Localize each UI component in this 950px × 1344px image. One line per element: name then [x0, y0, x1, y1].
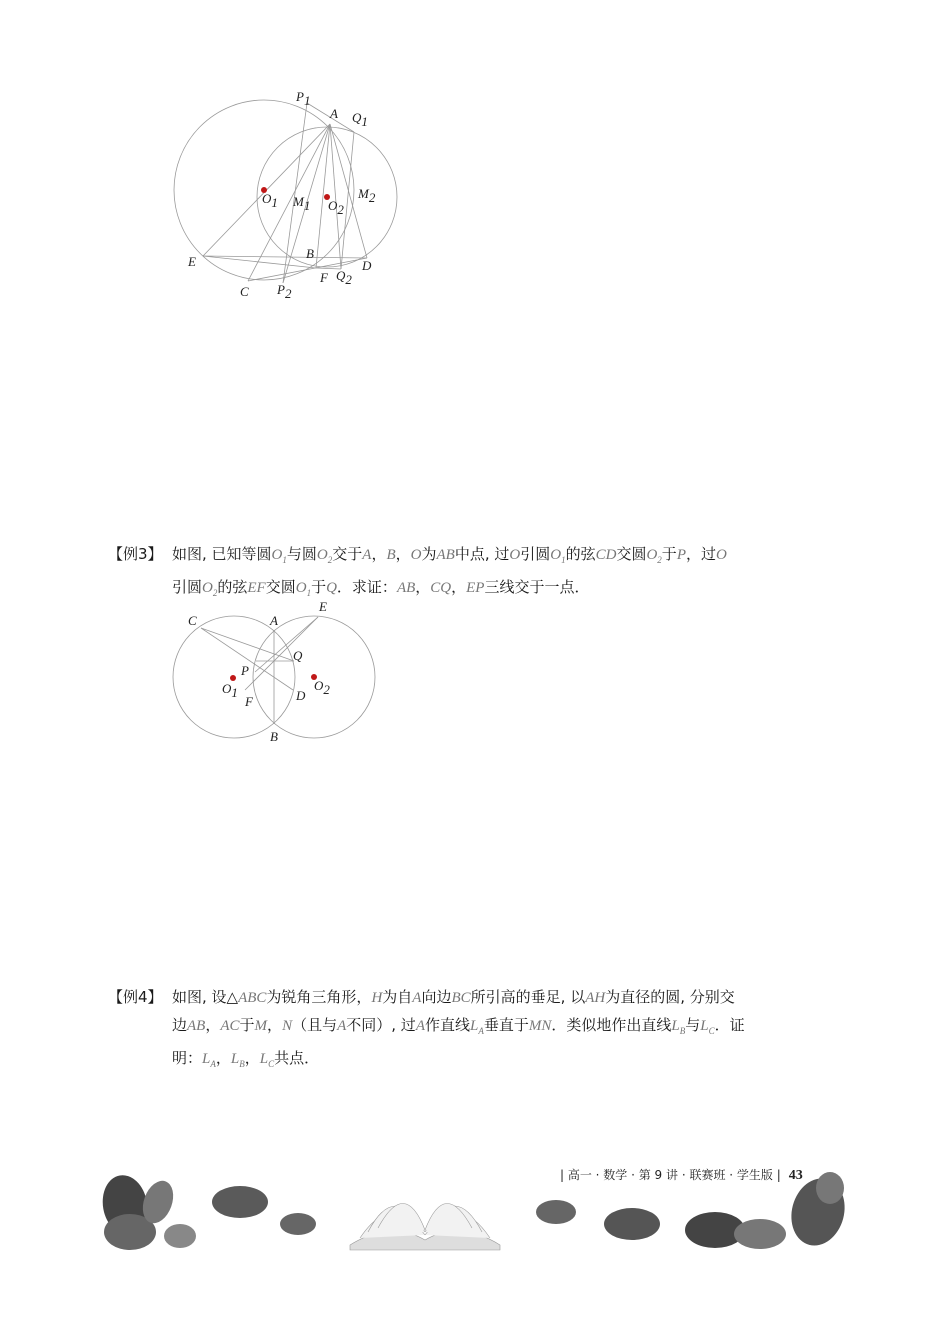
math-symbol: A	[415, 1018, 425, 1034]
math-subscript: 1	[306, 588, 312, 598]
math-symbol: CD	[595, 547, 617, 563]
text-segment: ．类似地作出直线	[551, 1016, 672, 1034]
math-symbol: ABC	[238, 990, 267, 1006]
label-o1: O1	[262, 191, 278, 210]
example-4-line-3	[172, 1045, 850, 1078]
math-subscript: 2	[327, 555, 333, 565]
text-segment: 如图, 设△	[172, 988, 239, 1006]
text-segment: ，	[415, 578, 431, 596]
label-q1: Q1	[352, 110, 368, 129]
math-symbol: O	[646, 547, 658, 563]
text-segment: ，	[267, 1016, 283, 1034]
math-symbol: P	[676, 547, 686, 563]
math-symbol: BC	[451, 990, 471, 1006]
text-segment: ，	[395, 545, 411, 563]
figure-equal-circles	[165, 595, 385, 750]
label-o2: O2	[328, 198, 344, 217]
math-symbol: EF	[247, 580, 266, 596]
text-segment: 不同）, 过	[346, 1016, 416, 1034]
text-segment: 为	[421, 545, 437, 563]
text-segment: 交圆	[265, 578, 296, 596]
text-segment: 于	[311, 578, 327, 596]
text-segment: 中点, 过	[454, 545, 510, 563]
label-c: C	[240, 284, 249, 299]
math-subscript: 2	[212, 588, 218, 598]
label-b: B	[270, 729, 278, 744]
math-symbol: M	[254, 1018, 268, 1034]
math-symbol: A	[412, 990, 422, 1006]
text-segment: ．求证：	[336, 578, 397, 596]
math-subscript: A	[210, 1059, 216, 1069]
label-a: A	[330, 106, 338, 121]
text-segment: 交圆	[616, 545, 647, 563]
text-segment: 于	[661, 545, 677, 563]
text-segment: 向边	[421, 988, 452, 1006]
label-b: B	[306, 246, 314, 261]
label-f: F	[320, 270, 328, 285]
text-segment: 的弦	[565, 545, 596, 563]
math-symbol: N	[282, 1018, 293, 1034]
math-symbol: AH	[585, 990, 606, 1006]
math-symbol: O	[202, 580, 213, 596]
label-m2: M2	[358, 186, 376, 205]
text-segment: 为直径的圆, 分别交	[605, 988, 735, 1006]
math-symbol: O	[316, 547, 328, 563]
figure2-lines	[173, 616, 375, 738]
math-symbol: MN	[528, 1018, 552, 1034]
math-symbol: O	[550, 547, 562, 563]
text-segment: ．证	[714, 1016, 745, 1034]
label-q2: Q2	[336, 268, 352, 287]
example-4-line-1	[172, 984, 850, 1012]
text-segment: ，	[371, 545, 387, 563]
example-3-line-1	[172, 541, 850, 574]
text-segment: 共点．	[274, 1049, 320, 1067]
math-symbol: AB	[187, 1018, 206, 1034]
math-symbol: A	[362, 547, 372, 563]
leaves-left	[98, 1172, 316, 1250]
example-4-line-2	[172, 1012, 850, 1045]
math-subscript: C	[268, 1059, 275, 1069]
footer-running-title	[560, 1166, 803, 1184]
label-a: A	[270, 613, 278, 628]
math-symbol: L	[230, 1051, 240, 1067]
label-e: E	[188, 254, 196, 269]
math-symbol: O	[295, 580, 307, 596]
text-segment: 垂直于	[483, 1016, 529, 1034]
text-segment: 明：	[172, 1049, 203, 1067]
math-subscript: C	[708, 1026, 715, 1036]
math-symbol: B	[386, 547, 396, 563]
math-symbol: O	[716, 547, 727, 563]
math-symbol: EP	[466, 580, 485, 596]
text-segment: 所引高的垂足, 以	[470, 988, 586, 1006]
text-segment: 交于	[332, 545, 363, 563]
label-d: D	[362, 258, 372, 273]
math-symbol: L	[470, 1018, 479, 1034]
math-subscript: 1	[561, 555, 566, 565]
example-4-label: 【例4】	[108, 988, 163, 1006]
math-symbol: O	[410, 547, 422, 563]
math-subscript: 2	[657, 555, 662, 565]
text-segment: （且与	[292, 1016, 338, 1034]
math-symbol: AB	[436, 547, 455, 563]
text-segment: ，	[451, 578, 467, 596]
text-segment: 如图, 已知等圆	[172, 545, 272, 563]
text-segment: 边	[172, 1016, 188, 1034]
math-symbol: O	[509, 547, 521, 563]
math-symbol: CQ	[430, 580, 452, 596]
math-symbol: Q	[326, 580, 337, 596]
example-3-label: 【例3】	[108, 545, 163, 563]
open-book	[350, 1203, 500, 1250]
text-segment: 作直线	[424, 1016, 470, 1034]
label-o2: O2	[314, 678, 330, 697]
text-segment: ，	[215, 1049, 231, 1067]
math-symbol: A	[337, 1018, 347, 1034]
math-symbol: L	[259, 1051, 269, 1067]
text-segment: 三线交于一点．	[484, 578, 590, 596]
label-q: Q	[293, 648, 303, 663]
text-segment: 引圆	[172, 578, 203, 596]
text-segment: 为自	[382, 988, 413, 1006]
text-segment: 的弦	[217, 578, 248, 596]
label-p: P	[241, 663, 249, 678]
label-p1: P1	[296, 89, 311, 108]
text-segment: 与	[685, 1016, 701, 1034]
text-segment: ，	[244, 1049, 260, 1067]
text-segment: 为锐角三角形，	[266, 988, 372, 1006]
math-symbol: H	[371, 990, 383, 1006]
label-c: C	[188, 613, 197, 628]
footer-decoration	[0, 1150, 950, 1260]
math-symbol: AB	[396, 580, 416, 596]
label-d: D	[296, 688, 306, 703]
math-subscript: A	[478, 1026, 484, 1036]
label-e: E	[319, 599, 327, 614]
text-segment: 引圆	[520, 545, 551, 563]
label-m1: M1	[293, 194, 311, 213]
footer-course-info: | 高一 · 数学 · 第 9 讲 · 联赛班 · 学生版 |	[560, 1168, 781, 1182]
text-segment: 与圆	[286, 545, 317, 563]
math-symbol: L	[671, 1018, 680, 1034]
math-symbol: L	[700, 1018, 709, 1034]
text-segment: ，过	[685, 545, 716, 563]
page-number: 43	[788, 1168, 803, 1183]
math-symbol: L	[202, 1051, 211, 1067]
math-symbol: O	[271, 547, 283, 563]
label-f: F	[245, 694, 253, 709]
text-segment: ，	[205, 1016, 221, 1034]
math-subscript: B	[679, 1026, 686, 1036]
math-symbol: AC	[220, 1018, 240, 1034]
figure-two-circles-chords	[160, 80, 420, 310]
text-segment: 于	[239, 1016, 255, 1034]
math-subscript: 1	[282, 555, 287, 565]
label-o1: O1	[222, 681, 238, 700]
label-p2: P2	[277, 282, 292, 301]
math-subscript: B	[239, 1059, 245, 1069]
example-4-text	[172, 984, 850, 1078]
